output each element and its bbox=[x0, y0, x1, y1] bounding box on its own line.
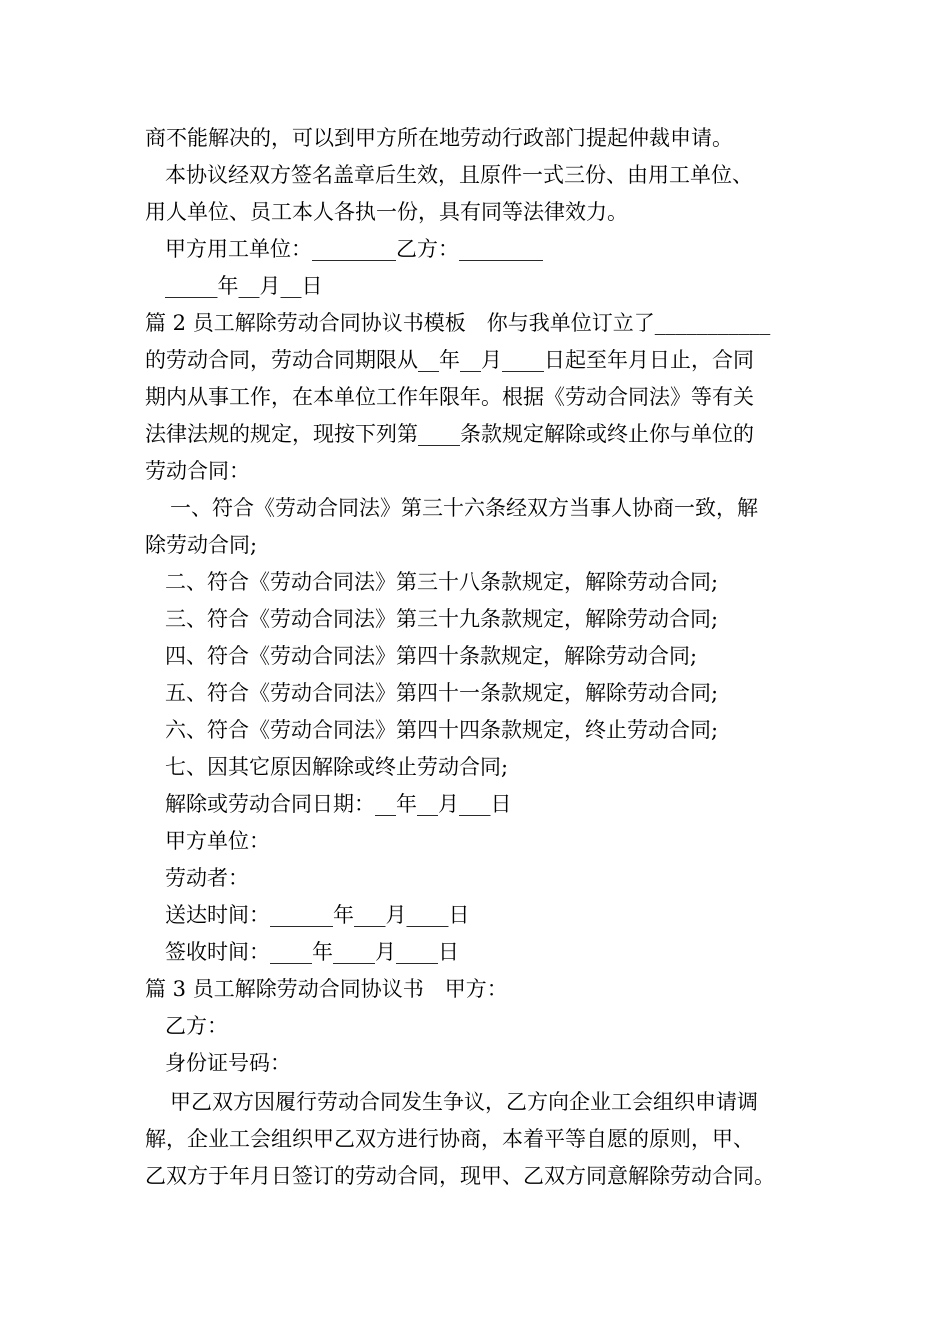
paragraph-line: 甲乙双方因履行劳动合同发生争议，乙方向企业工会组织申请调 bbox=[170, 1090, 758, 1114]
section-heading-2: 篇 2 员工解除劳动合同协议书模板 你与我单位订立了___________ bbox=[145, 311, 771, 335]
list-item: 二、符合《劳动合同法》第三十八条款规定，解除劳动合同; bbox=[165, 570, 719, 594]
paragraph-line: 用人单位、员工本人各执一份，具有同等法律效力。 bbox=[145, 200, 628, 224]
paragraph-line: 商不能解决的，可以到甲方所在地劳动行政部门提起仲裁申请。 bbox=[145, 126, 733, 150]
signature-line: 甲方单位： bbox=[165, 829, 270, 853]
list-item-continuation: 除劳动合同; bbox=[145, 533, 258, 557]
list-item: 六、符合《劳动合同法》第四十四条款规定，终止劳动合同; bbox=[165, 718, 719, 742]
list-item: 四、符合《劳动合同法》第四十条款规定，解除劳动合同; bbox=[165, 644, 698, 668]
signature-line: 劳动者： bbox=[165, 866, 249, 890]
list-item: 三、符合《劳动合同法》第三十九条款规定，解除劳动合同; bbox=[165, 607, 719, 631]
signature-line: 甲方用工单位：________乙方：________ bbox=[165, 237, 543, 261]
paragraph-line: 本协议经双方签名盖章后生效，且原件一式三份、由用工单位、 bbox=[165, 163, 753, 187]
section-heading-3: 篇 3 员工解除劳动合同协议书 甲方： bbox=[145, 977, 508, 1001]
paragraph-line: 的劳动合同，劳动合同期限从__年__月____日起至年月日止，合同 bbox=[145, 348, 754, 372]
signature-line: 身份证号码： bbox=[165, 1051, 291, 1075]
paragraph-line: 乙双方于年月日签订的劳动合同，现甲、乙双方同意解除劳动合同。 bbox=[145, 1164, 775, 1188]
list-item: 七、因其它原因解除或终止劳动合同; bbox=[165, 755, 509, 779]
paragraph-line: 劳动合同： bbox=[145, 459, 250, 483]
list-item: 一、符合《劳动合同法》第三十六条经双方当事人协商一致，解 bbox=[170, 496, 758, 520]
paragraph-line: 期内从事工作，在本单位工作年限年。根据《劳动合同法》等有关 bbox=[145, 385, 754, 409]
list-item: 五、符合《劳动合同法》第四十一条款规定，解除劳动合同; bbox=[165, 681, 719, 705]
paragraph-line: 解，企业工会组织甲乙双方进行协商，本着平等自愿的原则，甲、 bbox=[145, 1127, 754, 1151]
paragraph-line: 法律法规的规定，现按下列第____条款规定解除或终止你与单位的 bbox=[145, 422, 754, 446]
date-line: _____年__月__日 bbox=[165, 274, 323, 298]
date-line: 送达时间：______年___月____日 bbox=[165, 903, 470, 927]
date-line: 解除或劳动合同日期：__年__月___日 bbox=[165, 792, 512, 816]
signature-line: 乙方： bbox=[165, 1014, 228, 1038]
date-line: 签收时间：____年____月____日 bbox=[165, 940, 459, 964]
